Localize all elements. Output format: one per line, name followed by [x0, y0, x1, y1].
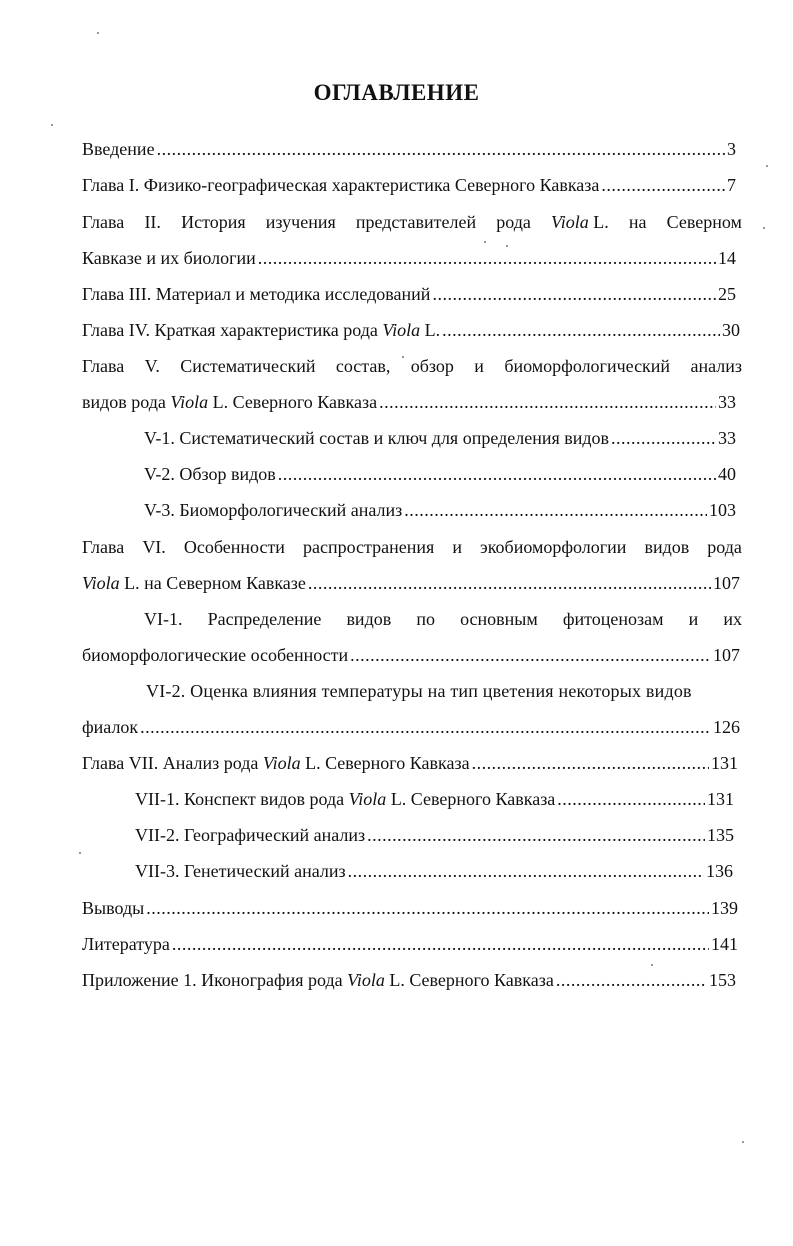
label-text: L. Северного Кавказа: [300, 753, 470, 773]
dot-leader: [442, 317, 720, 343]
toc-entry-chapter-4[interactable]: [82, 317, 740, 343]
toc-word: VI.: [142, 537, 166, 557]
scan-speck: [766, 165, 768, 167]
toc-entry-chapter-6-line1[interactable]: [82, 534, 742, 560]
label-text: Глава VII. Анализ рода: [82, 753, 263, 773]
toc-word: Глава: [82, 537, 125, 557]
dot-leader: [157, 136, 725, 162]
toc-word: на: [628, 212, 647, 232]
toc-entry-chapter-7[interactable]: [82, 750, 738, 776]
toc-word: Северном: [666, 212, 742, 232]
toc-word: Распределение: [207, 609, 322, 629]
toc-word: распространения: [302, 537, 435, 557]
toc-label: Глава III. Материал и методика исследований: [82, 284, 431, 304]
dot-leader: [140, 714, 711, 740]
genus-italic: Viola: [382, 320, 421, 340]
genus-italic: Viola: [170, 392, 209, 412]
dot-leader: [172, 931, 709, 957]
toc-word: изучения: [265, 212, 336, 232]
label-text: Глава IV. Краткая характеристика рода: [82, 320, 383, 340]
toc-page-number: 126: [713, 717, 740, 737]
toc-word: L.: [593, 212, 609, 232]
toc-label: V-2. Обзор видов: [144, 464, 276, 484]
toc-word: по: [416, 609, 435, 629]
toc-page-number: 14: [718, 248, 736, 268]
toc-word: Глава: [82, 212, 125, 232]
toc-word: анализ: [690, 356, 742, 376]
toc-word: и: [688, 609, 699, 629]
toc-entry-chapter-2-line2[interactable]: [82, 245, 736, 271]
toc-word: рода: [496, 212, 531, 232]
toc-entry-chapter-2-line1[interactable]: [82, 209, 742, 235]
genus-italic: Viola: [347, 970, 385, 990]
toc-page-number: 30: [722, 320, 740, 340]
toc-word: видов: [644, 537, 690, 557]
dot-leader: [348, 858, 704, 884]
dot-leader: [146, 895, 709, 921]
toc-word: Особенности: [183, 537, 285, 557]
toc-word: История: [181, 212, 246, 232]
dot-leader: [367, 822, 705, 848]
toc-word: экобиоморфологии: [479, 537, 627, 557]
toc-page-number: 153: [709, 970, 736, 990]
toc-label: биоморфологические особенности: [82, 645, 349, 665]
toc-page-number: 33: [718, 392, 736, 412]
toc-page-number: 3: [727, 139, 736, 159]
toc-entry-chapter-6-line2[interactable]: [82, 570, 740, 596]
toc-page-number: 141: [711, 934, 738, 954]
toc-entry-literature[interactable]: [82, 931, 738, 957]
toc-page-number: 136: [706, 861, 733, 881]
toc-page-number: 33: [718, 428, 736, 448]
scan-speck: [742, 1141, 744, 1143]
scan-speck: [651, 964, 653, 966]
toc-entry-section-7-1[interactable]: [135, 786, 734, 812]
scan-speck: [97, 32, 99, 34]
toc-label: Глава I. Физико-географическая характеристика Северного Кавказа: [82, 175, 600, 195]
label-text: L. Северного Кавказа: [384, 970, 554, 990]
toc-entry-section-6-1-line1[interactable]: [144, 606, 742, 632]
dot-leader: [278, 461, 716, 487]
toc-entry-section-5-1[interactable]: [144, 425, 736, 451]
scan-speck: [763, 227, 765, 229]
label-text: L. Северного Кавказа: [208, 392, 378, 412]
toc-entry-conclusions[interactable]: [82, 895, 738, 921]
page-title: ОГЛАВЛЕНИЕ: [313, 80, 480, 105]
toc-word: фитоценозам: [562, 609, 664, 629]
toc-label: [82, 967, 554, 993]
dot-leader: [379, 389, 716, 415]
toc-label: фиалок: [82, 717, 139, 737]
scan-speck: [51, 124, 53, 126]
toc-word: и: [452, 537, 462, 557]
toc-label: [82, 389, 377, 415]
genus-italic: Viola: [262, 753, 301, 773]
toc-label: [135, 786, 555, 812]
toc-page-number: 135: [707, 825, 734, 845]
toc-entry-section-6-1-line2[interactable]: [82, 642, 740, 668]
toc-entry-chapter-1[interactable]: [82, 172, 736, 198]
toc-word: их: [723, 609, 742, 629]
dot-leader: [308, 570, 711, 596]
genus-italic: Viola: [82, 573, 120, 593]
toc-word-italic: Viola: [551, 212, 589, 232]
label-text: VII-1. Конспект видов рода: [135, 789, 349, 809]
genus-italic: Viola: [348, 789, 387, 809]
dot-leader: [258, 245, 716, 271]
toc-page-number: 107: [713, 645, 740, 665]
dot-leader: [472, 750, 709, 776]
toc-label: Введение: [82, 139, 155, 159]
toc-label: [82, 570, 306, 596]
dot-leader: [611, 425, 716, 451]
label-text: L. на Северном Кавказе: [119, 573, 306, 593]
toc-entry-section-7-2[interactable]: [135, 822, 734, 848]
dot-leader: [432, 281, 716, 307]
toc-word: представителей: [355, 212, 477, 232]
toc-word: VI-1.: [144, 609, 183, 629]
toc-entry-appendix-1[interactable]: [82, 967, 736, 993]
toc-label: Выводы: [82, 898, 145, 918]
toc-entry-chapter-5-line2[interactable]: [82, 389, 736, 415]
toc-entry-section-6-2-line1[interactable]: [146, 678, 742, 704]
toc-word: II.: [144, 212, 161, 232]
toc-entry-introduction[interactable]: [82, 136, 736, 162]
toc-word: основным: [460, 609, 538, 629]
toc-label: V-3. Биоморфологический анализ: [144, 500, 403, 520]
toc-label: V-1. Систематический состав и ключ для определения видов: [144, 428, 610, 448]
toc-page-number: 25: [718, 284, 736, 304]
dot-leader: [557, 786, 705, 812]
dot-leader: [404, 497, 707, 523]
toc-word: Систематический: [180, 356, 316, 376]
label-text: видов рода: [82, 392, 171, 412]
toc-page-number: 139: [711, 898, 738, 918]
dot-leader: [350, 642, 711, 668]
toc-entry-section-7-3[interactable]: [135, 858, 733, 884]
toc-page-number: 131: [711, 753, 738, 773]
toc-word: рода: [707, 537, 742, 557]
toc-entry-section-6-2-line2[interactable]: [82, 714, 740, 740]
toc-label: VI-2. Оценка влияния температуры на тип цветения некоторых видов: [146, 681, 692, 701]
scan-speck: [506, 245, 508, 247]
scan-speck: [79, 852, 81, 854]
toc-entry-section-5-3[interactable]: [144, 497, 736, 523]
toc-page-number: 40: [718, 464, 736, 484]
toc-page-number: 7: [727, 175, 736, 195]
toc-entry-section-5-2[interactable]: [144, 461, 736, 487]
toc-page-number: 107: [713, 573, 740, 593]
toc-word: Глава: [82, 356, 125, 376]
toc-word: видов: [346, 609, 392, 629]
toc-label: [82, 750, 470, 776]
toc-page-number: 103: [709, 500, 736, 520]
toc-word: и: [474, 356, 484, 376]
label-text: L. Северного Кавказа: [386, 789, 556, 809]
toc-entry-chapter-3[interactable]: [82, 281, 736, 307]
dot-leader: [556, 967, 707, 993]
toc-label: VII-2. Географический анализ: [135, 825, 366, 845]
toc-label: Литература: [82, 934, 170, 954]
scan-speck: [484, 241, 486, 243]
toc-label: VII-3. Генетический анализ: [135, 861, 346, 881]
toc-page-number: 131: [707, 789, 734, 809]
toc-label: Кавказе и их биологии: [82, 248, 256, 268]
toc-label: [82, 317, 440, 343]
toc-word: биоморфологический: [504, 356, 671, 376]
label-text: L.: [420, 320, 441, 340]
scan-speck: [402, 356, 404, 358]
toc-word: состав,: [335, 356, 391, 376]
toc-word: V.: [144, 356, 160, 376]
dot-leader: [601, 172, 725, 198]
toc-entry-chapter-5-line1[interactable]: [82, 353, 742, 379]
label-text: Приложение 1. Иконография рода: [82, 970, 348, 990]
toc-word: обзор: [410, 356, 454, 376]
